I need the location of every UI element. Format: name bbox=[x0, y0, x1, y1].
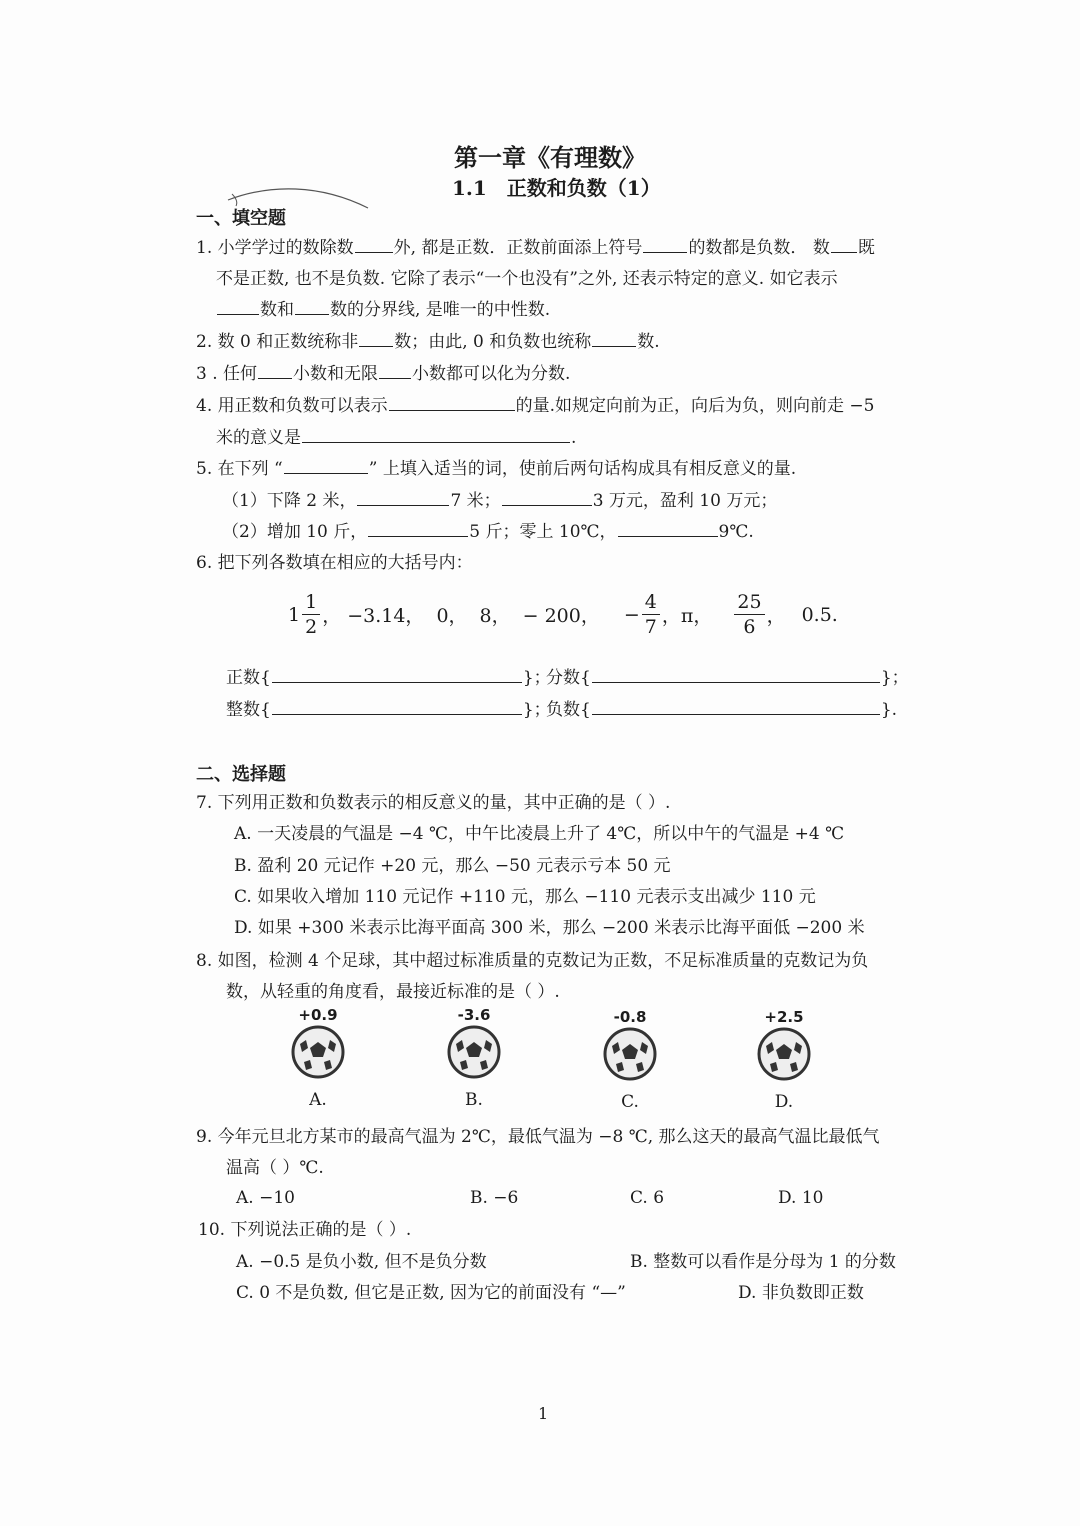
fraction-4-7: $\frac{4}{7}$ bbox=[642, 590, 660, 639]
negative-set: 负数{ }. bbox=[546, 700, 898, 720]
q5-stem: 5. 在下列 “ ” 上填入适当的词，使前后两句话构成具有相反意义的量. bbox=[196, 459, 797, 479]
soccer-ball-icon bbox=[446, 1024, 502, 1080]
q9-option-b[interactable]: B. −6 bbox=[470, 1188, 519, 1208]
blank[interactable] bbox=[368, 520, 468, 537]
blank[interactable] bbox=[284, 457, 368, 474]
q3: 3 . 任何 小数和无限 小数都可以化为分数. bbox=[196, 364, 571, 384]
soccer-ball-icon bbox=[602, 1026, 658, 1082]
blank[interactable] bbox=[389, 394, 515, 411]
ball-option-c[interactable] bbox=[590, 1008, 670, 1112]
blank[interactable] bbox=[592, 666, 880, 683]
q9-line1: 9. 今年元旦北方某市的最高气温为 2℃，最低气温为 −8 ℃, 那么这天的最高气温比最低气 bbox=[196, 1127, 880, 1147]
q7-option-a[interactable]: A. 一天凌晨的气温是 −4 ℃，中午比凌晨上升了 4℃，所以中午的气温是 +4 ℃ bbox=[234, 824, 845, 844]
q9-option-a[interactable]: A. −10 bbox=[236, 1188, 295, 1208]
blank[interactable] bbox=[295, 298, 329, 315]
blank[interactable] bbox=[272, 698, 522, 715]
blank[interactable] bbox=[592, 698, 880, 715]
blank[interactable] bbox=[502, 489, 592, 506]
q1-line2: 不是正数, 也不是负数. 它除了表示“一个也没有”之外, 还表示特定的意义. 如它表示 bbox=[216, 269, 838, 289]
q1-line1: 1. 小学学过的数除数 外, 都是正数．正数前面添上符号 的数都是负数． 数 既 bbox=[196, 238, 875, 258]
q4-line1: 4. 用正数和负数可以表示 的量.如规定向前为正，向后为负，则向前走 −5 bbox=[196, 396, 875, 416]
q10-option-c[interactable]: C. 0 不是负数, 但它是正数, 因为它的前面没有 “—” bbox=[236, 1283, 626, 1303]
option-letter: C. bbox=[621, 1092, 639, 1112]
blank[interactable] bbox=[831, 236, 857, 253]
q9-line2: 温高（ ）℃. bbox=[226, 1158, 324, 1178]
q9-option-d[interactable]: D. 10 bbox=[778, 1188, 824, 1208]
q5-part2: （2）增加 10 斤， 5 斤；零上 10℃， 9℃. bbox=[222, 522, 754, 542]
q6-stem: 6. 把下列各数填在相应的大括号内： bbox=[196, 553, 473, 573]
fraction-set: 分数{ }； bbox=[546, 668, 909, 688]
q8-line2: 数，从轻重的角度看，最接近标准的是（ ）. bbox=[226, 982, 560, 1002]
fraction-25-6: $\frac{25}{6}$ bbox=[734, 590, 764, 639]
chapter-title: 第一章《有理数》 bbox=[454, 143, 646, 172]
blank[interactable] bbox=[357, 489, 449, 506]
ball-weight-label: +0.9 bbox=[298, 1006, 338, 1024]
option-letter: D. bbox=[774, 1092, 794, 1112]
q4-line2: 米的意义是 . bbox=[216, 428, 577, 448]
soccer-ball-icon bbox=[756, 1026, 812, 1082]
q5-part1: （1）下降 2 米， 7 米； 3 万元，盈利 10 万元； bbox=[222, 491, 778, 511]
blank[interactable] bbox=[592, 330, 636, 347]
blank[interactable] bbox=[258, 362, 292, 379]
blank[interactable] bbox=[272, 666, 522, 683]
blank[interactable] bbox=[359, 330, 393, 347]
ball-weight-label: +2.5 bbox=[764, 1008, 804, 1026]
blank[interactable] bbox=[643, 236, 687, 253]
integer-set: 整数{ }； bbox=[226, 700, 551, 720]
q7-option-c[interactable]: C. 如果收入增加 110 元记作 +110 元，那么 −110 元表示支出减少 110 元 bbox=[234, 887, 816, 907]
q1-line3: 数和 数的分界线, 是唯一的中性数. bbox=[216, 298, 550, 321]
soccer-ball-icon bbox=[290, 1024, 346, 1080]
pencil-scribble bbox=[0, 0, 1080, 230]
ball-option-b[interactable] bbox=[434, 1006, 514, 1110]
positive-set: 正数{ }； bbox=[226, 668, 551, 688]
q10-stem: 10. 下列说法正确的是（ ）. bbox=[198, 1220, 412, 1240]
option-letter: A. bbox=[309, 1090, 327, 1110]
q7-option-b[interactable]: B. 盈利 20 元记作 +20 元，那么 −50 元表示亏本 50 元 bbox=[234, 856, 671, 876]
q9-option-c[interactable]: C. 6 bbox=[630, 1188, 665, 1208]
q10-option-d[interactable]: D. 非负数即正数 bbox=[738, 1283, 864, 1303]
ball-option-d[interactable] bbox=[744, 1008, 824, 1112]
ball-weight-label: -0.8 bbox=[613, 1008, 647, 1026]
lesson-subtitle: 1.1 正数和负数（1） bbox=[452, 176, 661, 200]
blank[interactable] bbox=[379, 362, 411, 379]
blank[interactable] bbox=[618, 520, 718, 537]
blank[interactable] bbox=[217, 298, 259, 315]
q7-stem: 7. 下列用正数和负数表示的相反意义的量，其中正确的是（ ）. bbox=[196, 793, 671, 813]
ball-weight-label: -3.6 bbox=[457, 1006, 491, 1024]
q2: 2. 数 0 和正数统称非 数；由此, 0 和负数也统称 数. bbox=[196, 332, 660, 352]
page-number: 1 bbox=[538, 1404, 549, 1423]
fraction-1-1-2: $\frac{1}{2}$ bbox=[302, 590, 320, 639]
q7-option-d[interactable]: D. 如果 +300 米表示比海平面高 300 米，那么 −200 米表示比海平面低 −200 米 bbox=[234, 918, 865, 938]
q10-option-a[interactable]: A. −0.5 是负小数, 但不是负分数 bbox=[236, 1252, 487, 1272]
blank[interactable] bbox=[302, 426, 570, 443]
blank[interactable] bbox=[355, 236, 393, 253]
q10-option-b[interactable]: B. 整数可以看作是分母为 1 的分数 bbox=[630, 1252, 896, 1272]
q6-number-list: 1 $\frac{1}{2}$ ， −3.14， 0， 8， − 200， − $\frac{4}{7}$ ，π， $\frac{25}{6}$ ， 0.5. bbox=[288, 591, 838, 638]
q8-line1: 8. 如图，检测 4 个足球，其中超过标准质量的克数记为正数，不足标准质量的克数记为负 bbox=[196, 951, 869, 971]
ball-option-a[interactable] bbox=[278, 1006, 358, 1110]
option-letter: B. bbox=[465, 1090, 483, 1110]
section-fill-blank: 一、填空题 bbox=[196, 208, 286, 229]
section-choice: 二、选择题 bbox=[196, 764, 286, 785]
